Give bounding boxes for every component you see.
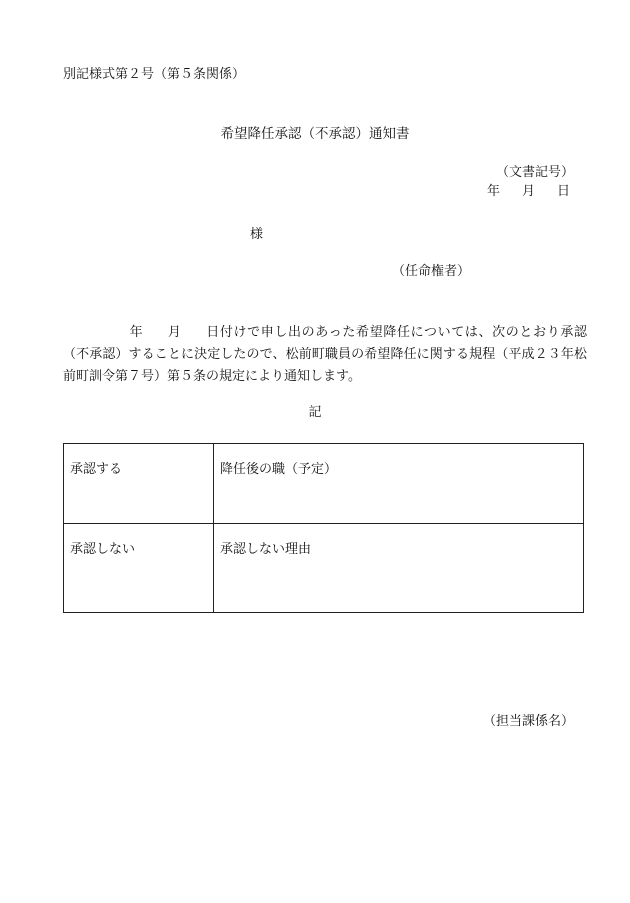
date-year: 年 — [486, 184, 500, 199]
approval-table — [63, 443, 584, 613]
appointing-authority: （任命権者） — [392, 264, 471, 279]
date-day: 日 — [556, 184, 570, 199]
ki-heading: 記 — [308, 405, 322, 420]
date-line — [487, 185, 570, 198]
approve-content: 降任後の職（予定） — [214, 444, 584, 524]
document-number: （文書記号） — [495, 165, 574, 180]
body-text: 日付けで申し出のあった希望降任については、次のとおり承認（不承認）することに決定したので、松前町職員の希望降任に関する規程（平成２３年松前町訓令第７号）第５条の規定により通知します。 — [63, 325, 587, 384]
body-paragraph — [63, 322, 587, 388]
body-month: 月 — [167, 325, 182, 340]
date-month: 月 — [521, 184, 535, 199]
disapprove-content: 承認しない理由 — [214, 524, 584, 613]
disapprove-label: 承認しない — [64, 524, 214, 613]
table-row-disapprove — [64, 524, 584, 613]
document-title: 希望降任承認（不承認）通知書 — [220, 126, 410, 142]
department-name: （担当課係名） — [482, 714, 574, 729]
approve-label: 承認する — [64, 444, 214, 524]
form-label: 別記様式第２号（第５条関係） — [63, 67, 246, 82]
table-row-approve — [64, 444, 584, 524]
addressee-suffix: 様 — [250, 227, 264, 242]
body-year: 年 — [129, 325, 144, 340]
